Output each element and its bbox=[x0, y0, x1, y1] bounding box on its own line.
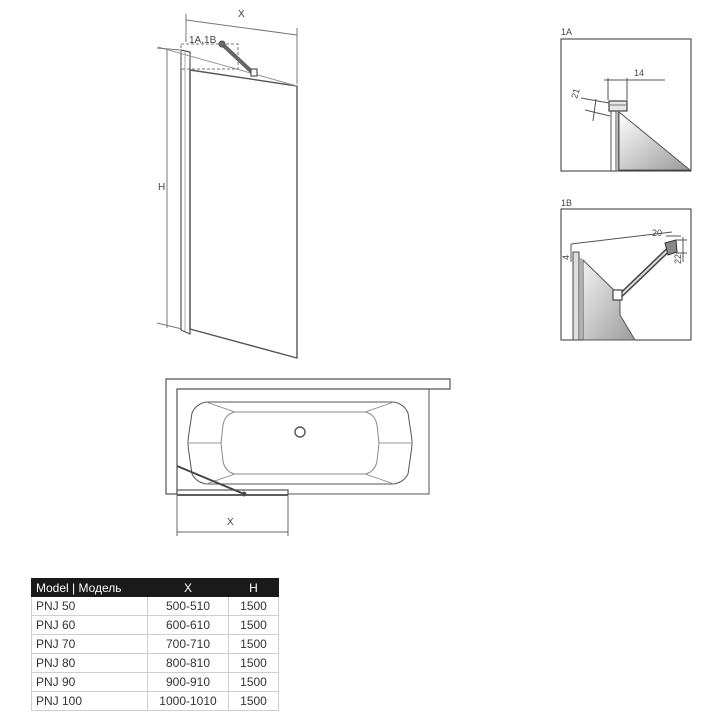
spec-table bbox=[31, 578, 279, 711]
cell-model: PNJ 70 bbox=[32, 635, 148, 654]
width-dimension bbox=[186, 14, 297, 84]
cell-x: 600-610 bbox=[148, 616, 229, 635]
detail-1a-title: 1A bbox=[561, 27, 573, 37]
cell-h: 1500 bbox=[229, 673, 279, 692]
cell-x: 700-710 bbox=[148, 635, 229, 654]
cell-h: 1500 bbox=[229, 692, 279, 711]
cell-model: PNJ 90 bbox=[32, 673, 148, 692]
plan-drain bbox=[295, 427, 305, 437]
plan-view bbox=[166, 379, 450, 536]
stabilizer-clamp bbox=[251, 69, 257, 76]
detail-1b-dim-4: 4 bbox=[561, 254, 571, 260]
detail-1b bbox=[561, 209, 691, 340]
table-row bbox=[32, 692, 279, 711]
cell-h: 1500 bbox=[229, 616, 279, 635]
table-row bbox=[32, 616, 279, 635]
plan-wall bbox=[166, 379, 450, 494]
detail-1a-dim-14: 14 bbox=[634, 68, 645, 78]
table-row bbox=[32, 597, 279, 616]
cell-model: PNJ 80 bbox=[32, 654, 148, 673]
table-row bbox=[32, 654, 279, 673]
cell-model: PNJ 60 bbox=[32, 616, 148, 635]
plan-width-label: X bbox=[227, 517, 234, 528]
table-row bbox=[32, 673, 279, 692]
detail-1b-dim-20: 20 bbox=[652, 228, 663, 238]
stabilizer-bar bbox=[222, 44, 252, 72]
detail-1a-profile-cap bbox=[609, 101, 627, 111]
cell-x: 1000-1010 bbox=[148, 692, 229, 711]
detail-1b-glass-clamp bbox=[613, 290, 622, 300]
col-header-h: H bbox=[229, 579, 279, 597]
detail-1a bbox=[561, 39, 691, 171]
cell-model: PNJ 50 bbox=[32, 597, 148, 616]
cell-model: PNJ 100 bbox=[32, 692, 148, 711]
detail-1b-title: 1B bbox=[561, 198, 573, 208]
elevation-width-label: X bbox=[238, 9, 245, 20]
glass-panel bbox=[190, 70, 297, 358]
spec-table-header bbox=[32, 579, 279, 597]
detail-1a-dim-21: 21 bbox=[569, 87, 582, 100]
cell-x: 800-810 bbox=[148, 654, 229, 673]
cell-h: 1500 bbox=[229, 654, 279, 673]
table-row bbox=[32, 635, 279, 654]
cell-x: 900-910 bbox=[148, 673, 229, 692]
cell-h: 1500 bbox=[229, 597, 279, 616]
cell-x: 500-510 bbox=[148, 597, 229, 616]
col-header-x: X bbox=[148, 579, 229, 597]
detail-callout-label: 1A,1B bbox=[189, 35, 217, 46]
plan-tub-basin bbox=[188, 402, 412, 484]
cell-h: 1500 bbox=[229, 635, 279, 654]
elevation-height-label: H bbox=[158, 182, 166, 193]
detail-1b-dim-22: 22 bbox=[673, 253, 683, 264]
elevation-view bbox=[157, 14, 297, 358]
detail-1b-wall-profile bbox=[573, 252, 579, 340]
col-header-model: Model | Модель bbox=[32, 579, 148, 597]
plan-width-dimension bbox=[177, 496, 288, 536]
